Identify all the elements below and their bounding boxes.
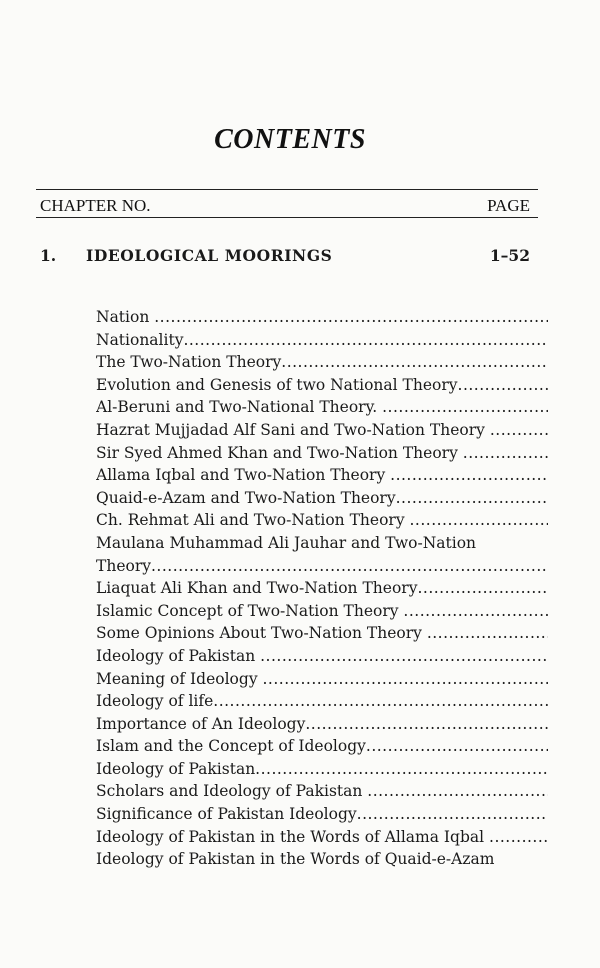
toc-entry-label: Meaning of Ideology	[96, 669, 263, 688]
toc-entry-label: Sir Syed Ahmed Khan and Two-Nation Theory	[96, 443, 463, 462]
toc-entry[interactable]	[96, 306, 548, 329]
leader-dots	[427, 624, 548, 642]
toc-entry[interactable]	[96, 532, 548, 555]
leader-dots	[154, 308, 548, 326]
toc-entry-label: Ideology of Pakistan	[96, 759, 256, 778]
chapter-pages: 1–52	[489, 246, 530, 265]
toc-entry-label: Liaquat Ali Khan and Two-Nation Theory	[96, 579, 418, 598]
leader-dots	[213, 692, 548, 710]
toc-entry-label: Some Opinions About Two-Nation Theory	[96, 624, 427, 643]
chapter-column-header: CHAPTER NO.	[40, 196, 151, 215]
page-title: CONTENTS	[214, 124, 366, 155]
leader-dots	[305, 715, 548, 733]
leader-dots	[260, 647, 548, 665]
toc-entry-label: Ideology of life	[96, 692, 214, 711]
toc-entry[interactable]	[96, 622, 548, 645]
leader-dots	[367, 782, 548, 800]
leader-dots	[151, 557, 548, 575]
toc-entry-label: Al-Beruni and Two-National Theory.	[96, 398, 383, 417]
toc-entry-label: Scholars and Ideology of Pakistan	[96, 782, 368, 801]
toc-entry[interactable]	[96, 487, 548, 510]
toc-entry[interactable]	[96, 509, 548, 532]
toc-list	[96, 306, 548, 871]
toc-entry-label: Islamic Concept of Two-Nation Theory	[96, 601, 404, 620]
toc-entry[interactable]	[96, 735, 548, 758]
toc-entry-label: Evolution and Genesis of two National Theory	[96, 375, 458, 394]
toc-entry-label: Nation	[96, 308, 155, 326]
leader-dots	[390, 466, 548, 484]
toc-entry[interactable]	[96, 848, 548, 871]
toc-entry[interactable]	[96, 396, 548, 419]
toc-entry[interactable]	[96, 419, 548, 442]
chapter-title: IDEOLOGICAL MOORINGS	[86, 246, 333, 265]
toc-entry[interactable]	[96, 600, 548, 623]
leader-dots	[183, 331, 548, 349]
leader-dots	[382, 398, 548, 416]
toc-entry-label: Theory	[96, 556, 151, 575]
header-top-rule	[36, 189, 538, 190]
toc-entry[interactable]	[96, 690, 548, 713]
leader-dots	[490, 421, 548, 439]
toc-entry[interactable]	[96, 713, 548, 736]
leader-dots	[458, 376, 548, 394]
toc-entry[interactable]	[96, 555, 548, 578]
toc-entry[interactable]	[96, 645, 548, 668]
toc-entry[interactable]	[96, 351, 548, 374]
leader-dots	[255, 760, 548, 778]
toc-entry[interactable]	[96, 329, 548, 352]
toc-entry[interactable]	[96, 803, 548, 826]
toc-entry-label: Nationality	[96, 330, 184, 349]
toc-entry-label: Allama Iqbal and Two-Nation Theory	[96, 466, 391, 485]
toc-entry[interactable]	[96, 668, 548, 691]
toc-entry-label: Importance of An Ideology	[96, 714, 306, 733]
toc-entry-label: Hazrat Mujjadad Alf Sani and Two-Nation Theory	[96, 420, 490, 439]
toc-entry-label: Ideology of Pakistan in the Words of Quaid-e-Azam	[96, 850, 495, 869]
toc-entry-label: Significance of Pakistan Ideology	[96, 805, 357, 824]
leader-dots	[417, 579, 548, 597]
leader-dots	[357, 805, 548, 823]
leader-dots	[281, 353, 548, 371]
leader-dots	[263, 670, 549, 688]
chapter-number: 1.	[40, 246, 57, 265]
toc-entry-label: Ch. Rehmat Ali and Two-Nation Theory	[96, 511, 410, 530]
leader-dots	[463, 444, 548, 462]
toc-entry-label: Ideology of Pakistan in the Words of Allama Iqbal	[96, 827, 490, 846]
toc-entry-label: Ideology of Pakistan	[96, 646, 261, 665]
toc-entry[interactable]	[96, 826, 548, 849]
toc-entry[interactable]	[96, 780, 548, 803]
chapter-row[interactable]	[40, 246, 530, 265]
leader-dots	[396, 489, 548, 507]
toc-entry-label: Maulana Muhammad Ali Jauhar and Two-Nation	[96, 533, 477, 552]
toc-entry[interactable]	[96, 464, 548, 487]
leader-dots	[403, 602, 548, 620]
leader-dots	[410, 511, 549, 529]
toc-entry-label: The Two-Nation Theory	[96, 353, 282, 372]
toc-entry[interactable]	[96, 442, 548, 465]
toc-entry-label: Islam and the Concept of Ideology	[96, 737, 366, 756]
toc-entry[interactable]	[96, 374, 548, 397]
page-column-header: PAGE	[487, 196, 530, 215]
leader-dots	[366, 737, 548, 755]
header-bottom-rule	[36, 217, 538, 218]
toc-entry[interactable]	[96, 577, 548, 600]
leader-dots	[489, 828, 548, 846]
toc-entry-label: Quaid-e-Azam and Two-Nation Theory	[96, 488, 396, 507]
toc-entry[interactable]	[96, 758, 548, 781]
